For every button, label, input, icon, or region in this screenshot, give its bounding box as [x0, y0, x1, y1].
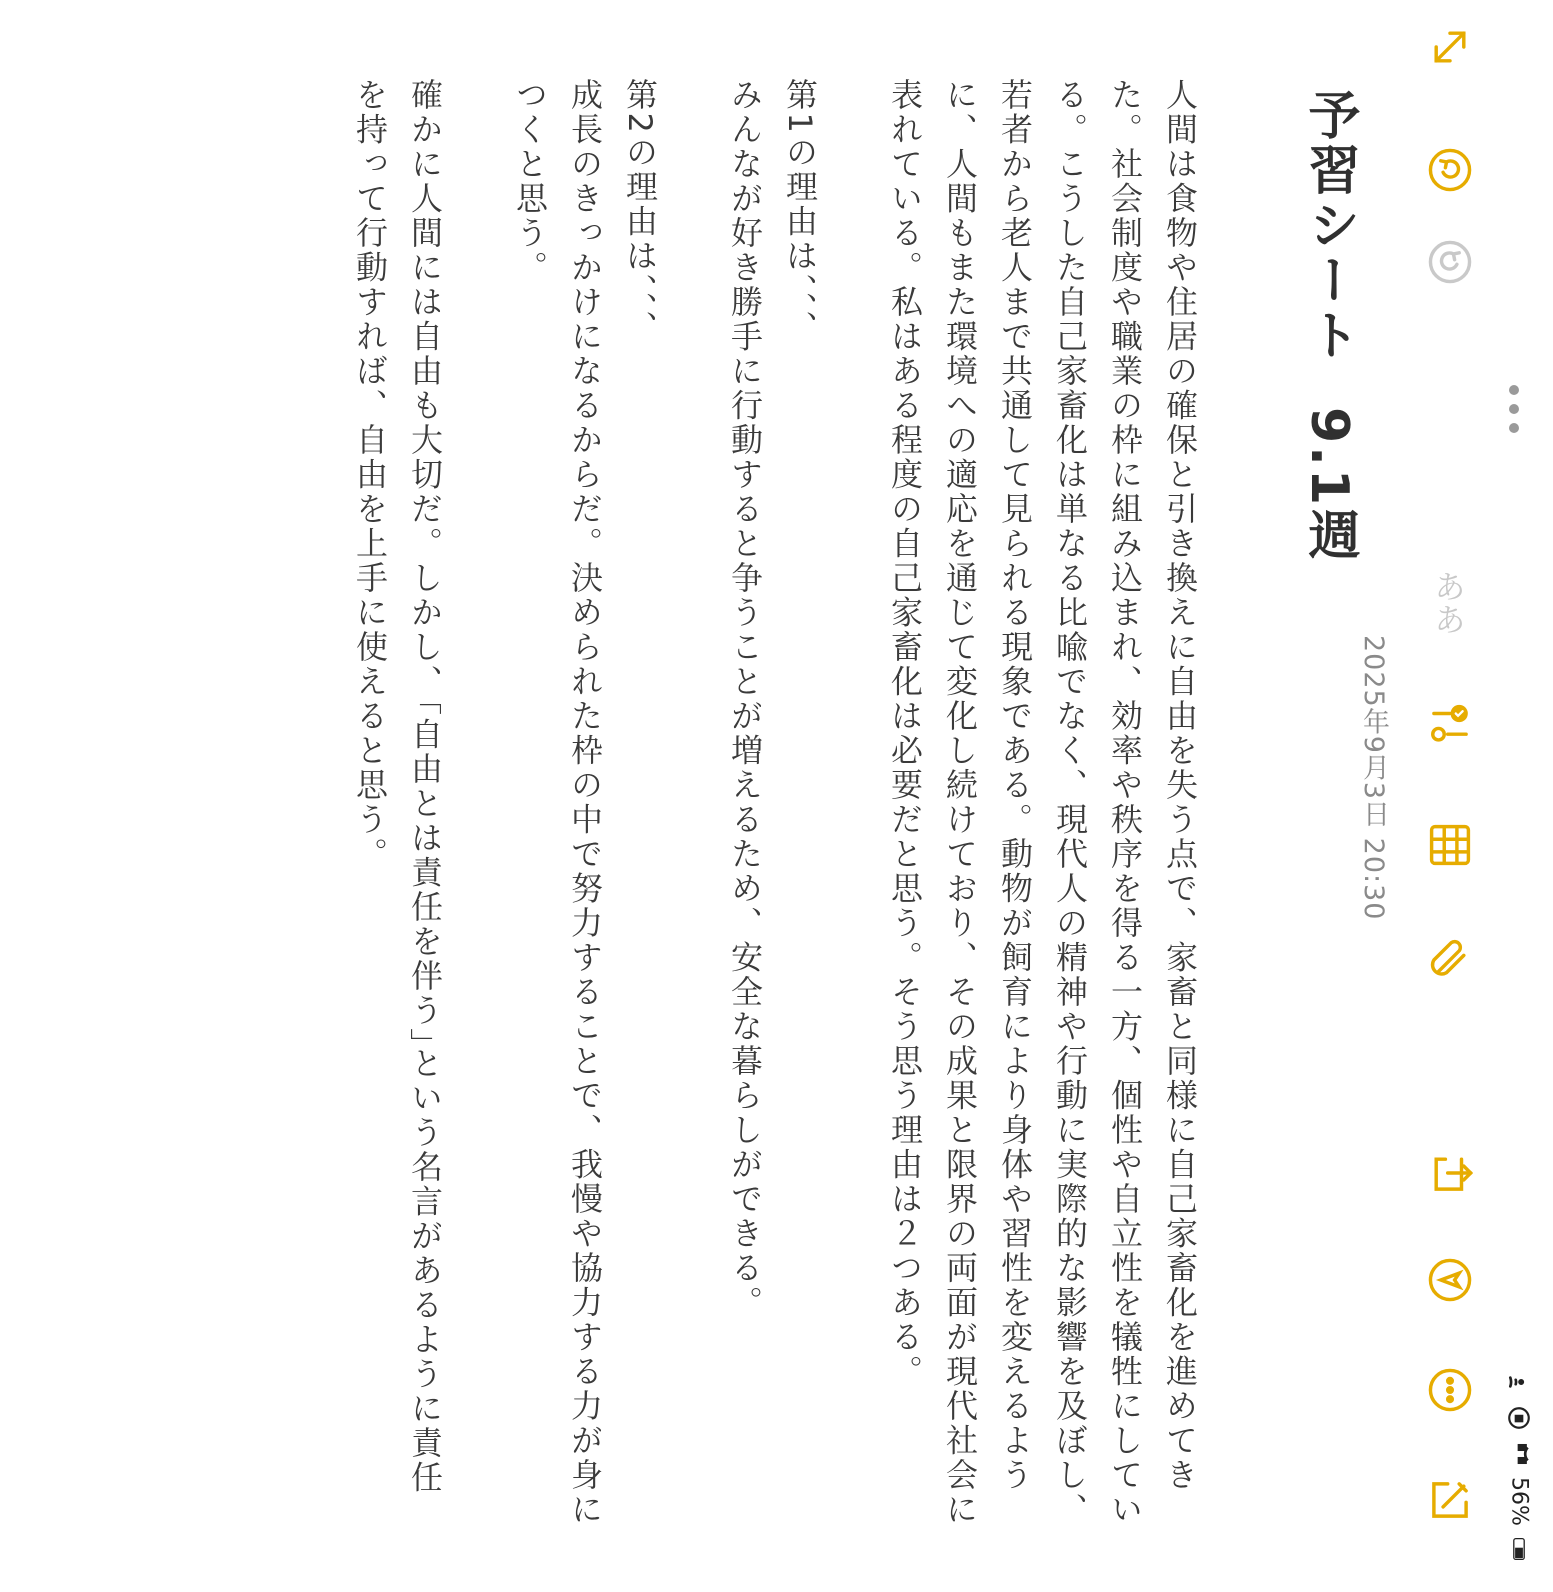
ellipsis-circle-icon [1427, 1367, 1473, 1413]
paragraph-conclusion[interactable]: 確かに人間には自由も大切だ。しかし、｢自由とは責任を伴う｣という名言があるように責任を持って行動すれば、自由を上手に使えると思う。 [351, 78, 444, 1495]
redo-icon [1427, 239, 1473, 285]
note-body[interactable] [195, 78, 1359, 1528]
wifi-icon [1506, 1369, 1532, 1395]
text-format-button[interactable]: ああ [1429, 570, 1467, 636]
drag-handle[interactable] [1507, 385, 1521, 433]
paragraph-reason1-body[interactable]: みんなが好き勝手に行動すると争うことが増えるため、安全な暮らしができる。 [726, 78, 764, 1320]
undo-icon [1427, 147, 1473, 193]
battery-icon [1506, 1536, 1532, 1562]
paragraph-reason2-body[interactable]: 成長のきっかけになるからだ。決められた枠の中で努力することで、我慢や協力する力が身につくと思う。 [511, 78, 604, 1527]
undo-button[interactable] [1425, 145, 1475, 195]
dot [1509, 423, 1519, 433]
paperclip-icon [1427, 937, 1473, 983]
more-options-button[interactable] [1425, 1365, 1475, 1415]
battery-percentage: 56% [1506, 1477, 1532, 1526]
attachment-button[interactable] [1425, 935, 1475, 985]
toolbar [1403, 0, 1553, 1592]
status-bar [1499, 1369, 1539, 1562]
paragraph-intro[interactable]: 人間は食物や住居の確保と引き換えに自由を失う点で、家畜と同様に自己家畜化を進めてきた。社会制度や職業の枠に組み込まれ、効率や秩序を得る一方、個性や自立性を犠牲にしている。こうした自己家畜化は単なる比喩でなく、現代人の精神や行動に実際的な影響を及ぼし、若者から老人まで共通して見られる現象である。動物が飼育により身体や習性を変えるように、人間もまた環境への適応を通じて変化し続けており、その成果と限界の両面が現代社会に表れている。私はある程度の自己家畜化は必要だと思う。そう思う理由は２つある。 [886, 78, 1199, 1527]
note-title[interactable] [1299, 88, 1359, 1528]
checklist-icon [1427, 702, 1473, 748]
orientation-lock-icon [1506, 1405, 1532, 1431]
paragraph-reason1-heading[interactable]: 第1の理由は、、、 [781, 78, 819, 345]
share-button[interactable] [1425, 1148, 1475, 1198]
share-icon [1427, 1150, 1473, 1196]
compose-icon [1427, 1477, 1473, 1523]
dot [1509, 385, 1519, 395]
table-button[interactable] [1425, 820, 1475, 870]
pen-circle-icon [1427, 1257, 1473, 1303]
new-note-button[interactable] [1425, 1475, 1475, 1525]
expand-icon [1427, 24, 1473, 70]
paragraph-reason2-heading[interactable]: 第2の理由は、、、 [621, 78, 659, 345]
note-title-week: 9.1週 [1299, 407, 1359, 564]
fullscreen-button[interactable] [1425, 22, 1475, 72]
table-icon [1427, 822, 1473, 868]
checklist-button[interactable] [1425, 700, 1475, 750]
headphones-icon [1506, 1441, 1532, 1467]
dot [1509, 404, 1519, 414]
note-date: 2025年9月3日 20:30 [1358, 635, 1389, 921]
note-title-main: 予習シート [1299, 88, 1359, 363]
markup-button[interactable] [1425, 1255, 1475, 1305]
redo-button[interactable] [1425, 237, 1475, 287]
